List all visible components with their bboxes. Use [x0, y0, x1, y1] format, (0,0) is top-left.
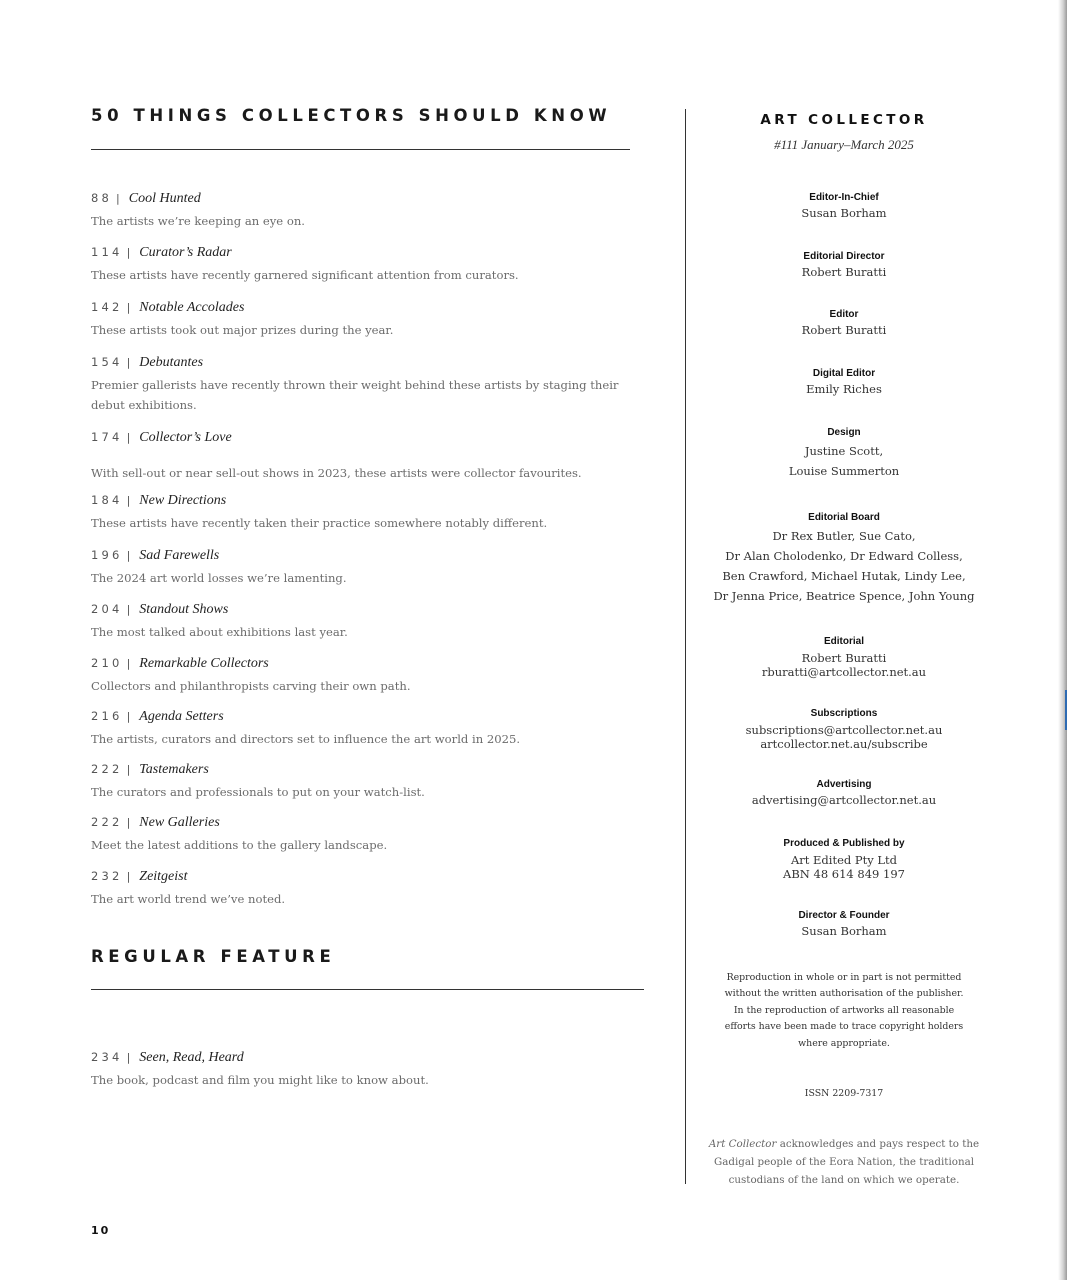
toc-entry: [91, 355, 651, 415]
toc-entry: [91, 656, 651, 696]
credit-value: Robert Buratti: [801, 323, 887, 337]
page-folio: 10: [91, 1224, 111, 1237]
credit-value: ABN 48 614 849 197: [783, 867, 905, 881]
toc-separator: |: [126, 1051, 131, 1064]
credit-label: Produced & Published by: [783, 838, 905, 849]
toc-separator: |: [126, 710, 131, 723]
advertising-email-link[interactable]: advertising@artcollector.net.au: [751, 793, 937, 807]
credit-value: Louise Summerton: [788, 464, 900, 478]
column-divider: [685, 109, 686, 1184]
toc-title: Seen, Read, Heard: [139, 1050, 244, 1065]
toc-page-number: 142: [91, 300, 123, 314]
toc-page-number: 234: [91, 1050, 123, 1064]
toc-entry: [91, 1050, 651, 1090]
toc-entry-line: [91, 762, 651, 778]
toc-entry-line: [91, 815, 651, 831]
credit-label: Editorial: [823, 636, 864, 647]
toc-entry: [91, 245, 651, 285]
toc-page-number: 232: [91, 869, 123, 883]
toc-entry-line: [91, 656, 651, 672]
toc-description: Premier gallerists have recently thrown their weight behind these artists by staging their debut exhibitions.: [91, 378, 619, 412]
toc-page-number: 216: [91, 709, 123, 723]
credit-editor: [705, 309, 983, 340]
toc-separator: |: [126, 657, 131, 670]
masthead-issue: #111 January–March 2025: [774, 137, 914, 152]
toc-description: The artists we’re keeping an eye on.: [91, 214, 305, 228]
toc-separator: |: [126, 763, 131, 776]
ack-publication-name: Art Collector: [708, 1138, 777, 1150]
toc-entry: [91, 300, 651, 340]
toc-title: Zeitgeist: [139, 869, 188, 884]
credit-subscriptions: [705, 708, 983, 751]
toc-title: Debutantes: [139, 355, 204, 370]
toc-page-number: 174: [91, 430, 123, 444]
credit-value: Susan Borham: [801, 206, 887, 220]
toc-entry-line: [91, 430, 651, 446]
credit-value: Emily Riches: [806, 382, 882, 396]
notice-line: Reproduction in whole or in part is not permitted: [726, 972, 962, 983]
toc-entry: [91, 191, 651, 231]
toc-separator: |: [126, 603, 131, 616]
regular-feature-heading-rule: [91, 989, 644, 990]
toc-separator: |: [126, 549, 131, 562]
notice-line: without the written authorisation of the publisher.: [724, 988, 964, 1000]
credit-editorial-contact: [705, 636, 983, 679]
credit-value: Robert Buratti: [801, 651, 887, 665]
toc-entry-line: [91, 355, 651, 371]
toc-page-number: 184: [91, 493, 123, 507]
credit-director: [705, 910, 983, 941]
toc-separator: |: [126, 816, 131, 829]
toc-title: Agenda Setters: [139, 709, 224, 724]
notice-line: efforts have been made to trace copyright holders: [724, 1021, 964, 1033]
credit-value: Dr Alan Cholodenko, Dr Edward Colless,: [725, 549, 963, 563]
credit-label: Editorial Director: [803, 251, 885, 262]
toc-entry-line: [91, 245, 651, 261]
page-edge-strip: [1058, 0, 1067, 1280]
acknowledgement-of-country: [705, 1135, 983, 1189]
toc-entry-line: [91, 1050, 651, 1066]
toc-page-number: 88: [91, 191, 113, 205]
credit-value: Art Edited Pty Ltd: [790, 853, 898, 867]
credit-value: Dr Jenna Price, Beatrice Spence, John Young: [713, 589, 975, 603]
toc-description: Collectors and philanthropists carving their own path.: [91, 679, 411, 693]
toc-separator: |: [116, 192, 120, 205]
toc-separator: |: [126, 356, 131, 369]
toc-title: Curator’s Radar: [139, 245, 232, 260]
toc-entry: [91, 709, 651, 749]
toc-separator: |: [126, 431, 131, 444]
toc-title: New Galleries: [139, 815, 220, 830]
toc-description: The book, podcast and film you might like to know about.: [91, 1073, 429, 1087]
toc-entry: [91, 869, 651, 909]
credit-value: Susan Borham: [801, 924, 887, 938]
masthead-title: ART COLLECTOR: [760, 112, 928, 128]
toc-page-number: 204: [91, 602, 123, 616]
toc-description: These artists have recently garnered significant attention from curators.: [91, 268, 519, 282]
toc-page-number: 210: [91, 656, 123, 670]
subscribe-url-link[interactable]: artcollector.net.au/subscribe: [760, 737, 928, 751]
toc-entry: [91, 493, 651, 533]
credit-value: Justine Scott,: [804, 444, 884, 458]
regular-feature-heading: REGULAR FEATURE: [91, 947, 336, 966]
toc-entry: [91, 602, 651, 642]
credit-editorial-director: [705, 251, 983, 282]
toc-description: These artists have recently taken their practice somewhere notably different.: [91, 516, 548, 530]
credit-editor-in-chief: [705, 192, 983, 223]
toc-entry-line: [91, 548, 651, 564]
toc-description: The art world trend we’ve noted.: [91, 892, 286, 906]
credit-label: Director & Founder: [798, 910, 890, 921]
credit-publisher: [705, 838, 983, 881]
toc-separator: |: [126, 494, 131, 507]
toc-title: New Directions: [139, 493, 227, 508]
ack-line: [705, 1135, 983, 1153]
subscriptions-email-link[interactable]: subscriptions@artcollector.net.au: [745, 723, 943, 737]
ack-line-text: acknowledges and pays respect to the: [776, 1138, 980, 1150]
toc-title: Sad Farewells: [139, 548, 220, 563]
toc-title: Tastemakers: [139, 762, 209, 777]
toc-page-number: 222: [91, 815, 123, 829]
toc-separator: |: [126, 870, 131, 883]
credit-value: Dr Rex Butler, Sue Cato,: [772, 529, 916, 543]
toc-description: The artists, curators and directors set to influence the art world in 2025.: [91, 732, 521, 746]
toc-page-number: 114: [91, 245, 123, 259]
issn: ISSN 2209-7317: [804, 1088, 884, 1099]
notice-line: In the reproduction of artworks all reasonable: [733, 1004, 955, 1016]
ack-line: Gadigal people of the Eora Nation, the traditional: [713, 1156, 975, 1168]
toc-page-number: 196: [91, 548, 123, 562]
credit-label: Digital Editor: [812, 368, 876, 379]
credit-editorial-board: [705, 512, 983, 606]
toc-description: The 2024 art world losses we’re lamenting.: [91, 571, 347, 585]
credit-label: Editor-In-Chief: [809, 192, 879, 203]
features-heading-rule: [91, 149, 630, 150]
toc-description: These artists took out major prizes during the year.: [91, 323, 394, 337]
toc-separator: |: [126, 301, 131, 314]
toc-entry: [91, 430, 651, 483]
credit-design: [705, 427, 983, 481]
toc-entry-line: [91, 191, 651, 207]
toc-description: The curators and professionals to put on your watch-list.: [91, 785, 425, 799]
toc-entry: [91, 762, 651, 802]
toc-separator: |: [126, 246, 131, 259]
credit-label: Subscriptions: [810, 708, 878, 719]
toc-entry-line: [91, 300, 651, 316]
ack-line: custodians of the land on which we operate.: [728, 1174, 960, 1186]
reproduction-notice: [705, 970, 983, 1052]
toc-title: Cool Hunted: [128, 191, 201, 206]
toc-entry-line: [91, 869, 651, 885]
toc-page-number: 222: [91, 762, 123, 776]
toc-entry-line: [91, 493, 651, 509]
notice-line: where appropriate.: [798, 1037, 890, 1049]
toc-page-number: 154: [91, 355, 123, 369]
credit-label: Advertising: [816, 779, 872, 790]
toc-entry-line: [91, 602, 651, 618]
toc-entry: [91, 548, 651, 588]
credit-label: Editor: [829, 309, 859, 320]
credit-digital-editor: [705, 368, 983, 399]
toc-title: Remarkable Collectors: [139, 656, 269, 671]
editorial-email-link[interactable]: rburatti@artcollector.net.au: [761, 665, 927, 679]
toc-title: Collector’s Love: [139, 430, 232, 445]
credit-advertising: [705, 779, 983, 810]
credit-value: Robert Buratti: [801, 265, 887, 279]
features-heading: 50 THINGS COLLECTORS SHOULD KNOW: [91, 106, 612, 125]
toc-description: Meet the latest additions to the gallery landscape.: [91, 838, 388, 852]
toc-title: Standout Shows: [139, 602, 229, 617]
credit-label: Design: [827, 427, 861, 438]
toc-description: The most talked about exhibitions last year.: [91, 625, 348, 639]
toc-entry-line: [91, 709, 651, 725]
toc-entry: [91, 815, 651, 855]
toc-description: With sell-out or near sell-out shows in 2023, these artists were collector favourites.: [91, 466, 582, 480]
credit-label: Editorial Board: [808, 512, 880, 523]
toc-title: Notable Accolades: [139, 300, 245, 315]
credit-value: Ben Crawford, Michael Hutak, Lindy Lee,: [722, 569, 966, 583]
